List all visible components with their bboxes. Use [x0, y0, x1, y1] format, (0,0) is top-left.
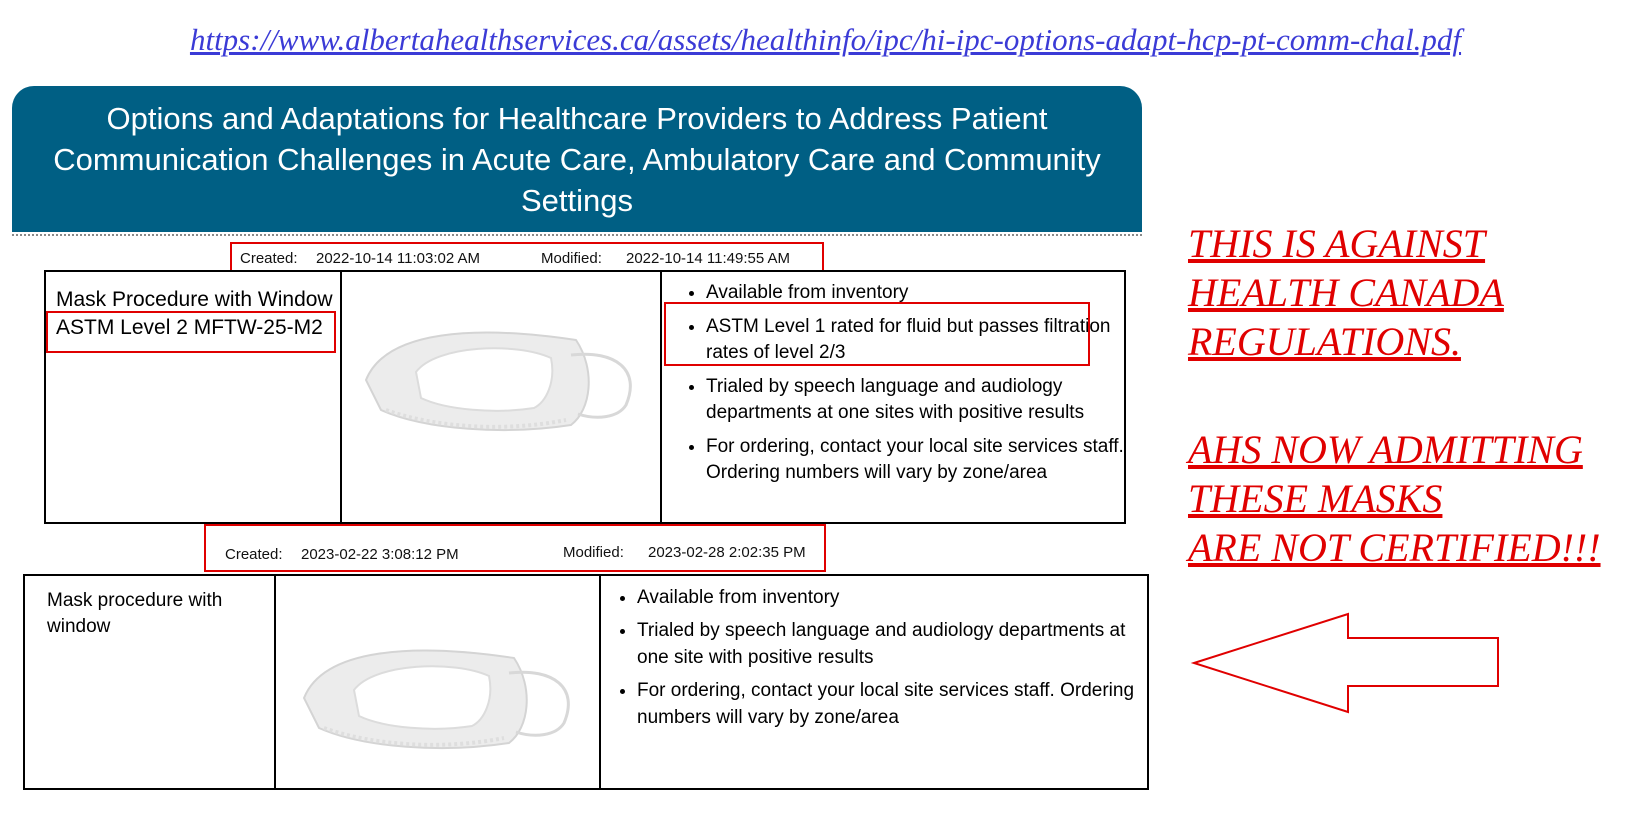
old-bullet-2: • ASTM Level 1 rated for fluid but passes filtration rates of level 2/3 — [706, 314, 1124, 366]
annotation-line-6: ARE NOT CERTIFIED!!! — [1188, 525, 1601, 570]
old-product-rating: ASTM Level 2 MFTW-25-M2 — [56, 316, 323, 339]
old-bullet-4: • For ordering, contact your local site services staff. Ordering numbers will vary by zone/area — [706, 434, 1124, 486]
mask-product-image — [294, 628, 584, 758]
mask-product-image — [356, 310, 646, 440]
annotation-line-5: THESE MASKS — [1188, 476, 1443, 521]
new-modified-value: 2023-02-28 2:02:35 PM — [648, 544, 806, 561]
annotation-line-2: HEALTH CANADA — [1188, 270, 1504, 315]
new-product-cell — [24, 575, 275, 789]
new-bullet-list — [601, 584, 1147, 731]
annotation-line-4: AHS NOW ADMITTING — [1188, 427, 1583, 472]
old-product-cell — [45, 271, 341, 523]
document-title-banner — [12, 86, 1142, 232]
new-image-cell — [275, 575, 600, 789]
annotation-line-3: REGULATIONS. — [1188, 319, 1461, 364]
old-modified-label: Modified: — [541, 250, 602, 267]
new-bullets-cell — [600, 575, 1148, 789]
new-created-label: Created: — [225, 546, 283, 563]
old-modified-value: 2022-10-14 11:49:55 AM — [626, 250, 791, 267]
old-bullet-1: • Available from inventory — [706, 280, 1124, 306]
new-bullet-1: • Available from inventory — [637, 584, 1147, 611]
new-modified-label: Modified: — [563, 544, 624, 561]
new-bullet-2: • Trialed by speech language and audiology departments at one site with positive results — [637, 617, 1147, 671]
old-rating-highlight — [46, 311, 336, 353]
new-created-value: 2023-02-22 3:08:12 PM — [301, 546, 459, 563]
old-created-value: 2022-10-14 11:03:02 AM — [316, 250, 481, 267]
annotation-line-1: THIS IS AGAINST — [1188, 221, 1486, 266]
document-title: Options and Adaptations for Healthcare Providers to Address Patient Communication Challenges in Acute Care, Ambulatory Care and Community Settings — [53, 100, 1101, 218]
new-bullet-3: • For ordering, contact your local site services staff. Ordering numbers will vary by zone/area — [637, 677, 1147, 731]
old-created-label: Created: — [240, 250, 298, 267]
source-url-link[interactable]: https://www.albertahealthservices.ca/assets/healthinfo/ipc/hi-ipc-options-adapt-hcp-pt-comm-chal.pdf — [189, 22, 1462, 57]
left-arrow-icon — [1190, 610, 1510, 716]
new-product-name: Mask procedure with window — [47, 590, 223, 637]
new-version-table — [23, 574, 1149, 790]
old-product-name: Mask Procedure with Window — [56, 288, 333, 311]
banner-dotted-divider — [12, 234, 1142, 236]
old-image-cell — [341, 271, 661, 523]
old-fluid-rating-highlight — [664, 302, 1090, 366]
old-bullet-3: • Trialed by speech language and audiology departments at one sites with positive results — [706, 374, 1124, 426]
